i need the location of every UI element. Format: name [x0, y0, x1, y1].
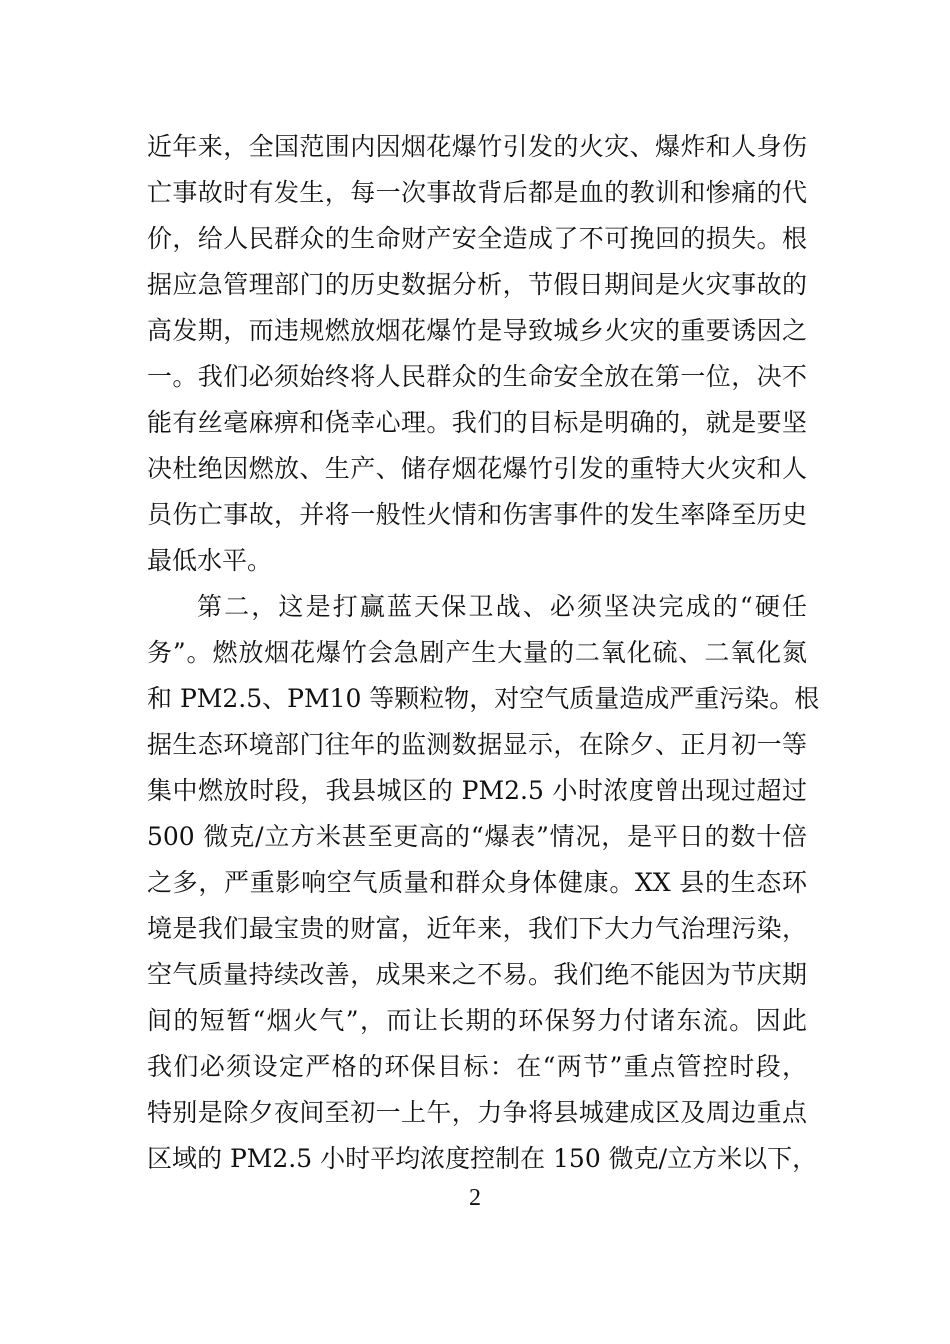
paragraph-2-line-13: 区域的 PM2.5 小时平均浓度控制在 150 微克/立方米以下， [147, 1144, 818, 1173]
paragraph-1-line-4: 据应急管理部门的历史数据分析，节假日期间是火灾事故的 [147, 270, 807, 299]
paragraph-2-line-2: 务”。燃放烟花爆竹会急剧产生大量的二氧化硫、二氧化氮 [147, 638, 807, 667]
paragraph-2-line-3: 和 PM2.5、PM10 等颗粒物，对空气质量造成严重污染。根 [147, 684, 820, 713]
paragraph-1-line-6: 一。我们必须始终将人民群众的生命安全放在第一位，决不 [147, 362, 807, 391]
paragraph-1-line-1: 近年来，全国范围内因烟花爆竹引发的火灾、爆炸和人身伤 [147, 132, 807, 161]
paragraph-2-line-12: 特别是除夕夜间至初一上午，力争将县城建成区及周边重点 [147, 1098, 807, 1127]
paragraph-1-line-8: 决杜绝因燃放、生产、储存烟花爆竹引发的重特大火灾和人 [147, 454, 807, 483]
paragraph-2-line-10: 间的短暂“烟火气”，而让长期的环保努力付诸东流。因此 [147, 1006, 807, 1035]
paragraph-2-line-9: 空气质量持续改善，成果来之不易。我们绝不能因为节庆期 [147, 960, 807, 989]
paragraph-2-line-6: 500 微克/立方米甚至更高的“爆表”情况，是平日的数十倍 [147, 822, 807, 851]
paragraph-2-line-11: 我们必须设定严格的环保目标：在“两节”重点管控时段， [147, 1052, 807, 1081]
paragraph-1-line-2: 亡事故时有发生，每一次事故背后都是血的教训和惨痛的代 [147, 178, 807, 207]
paragraph-2-line-5: 集中燃放时段，我县城区的 PM2.5 小时浓度曾出现过超过 [147, 776, 807, 805]
paragraph-2-line-7: 之多，严重影响空气质量和群众身体健康。XX 县的生态环 [147, 868, 807, 897]
body-text [147, 124, 820, 1182]
paragraph-1-line-3: 价，给人民群众的生命财产安全造成了不可挽回的损失。根 [147, 224, 807, 253]
paragraph-1-line-5: 高发期，而违规燃放烟花爆竹是导致城乡火灾的重要诱因之 [147, 316, 807, 345]
paragraph-1-line-9: 员伤亡事故，并将一般性火情和伤害事件的发生率降至历史 [147, 500, 807, 529]
paragraph-2-line-4: 据生态环境部门往年的监测数据显示，在除夕、正月初一等 [147, 730, 807, 759]
paragraph-2-line-8: 境是我们最宝贵的财富，近年来，我们下大力气治理污染， [147, 914, 807, 943]
paragraph-1-line-10: 最低水平。 [147, 546, 273, 575]
page-number: 2 [469, 1185, 481, 1211]
paragraph-1-line-7: 能有丝毫麻痹和侥幸心理。我们的目标是明确的，就是要坚 [147, 408, 807, 437]
paragraph-2-line-1: 第二，这是打赢蓝天保卫战、必须坚决完成的“硬任 [197, 592, 807, 621]
